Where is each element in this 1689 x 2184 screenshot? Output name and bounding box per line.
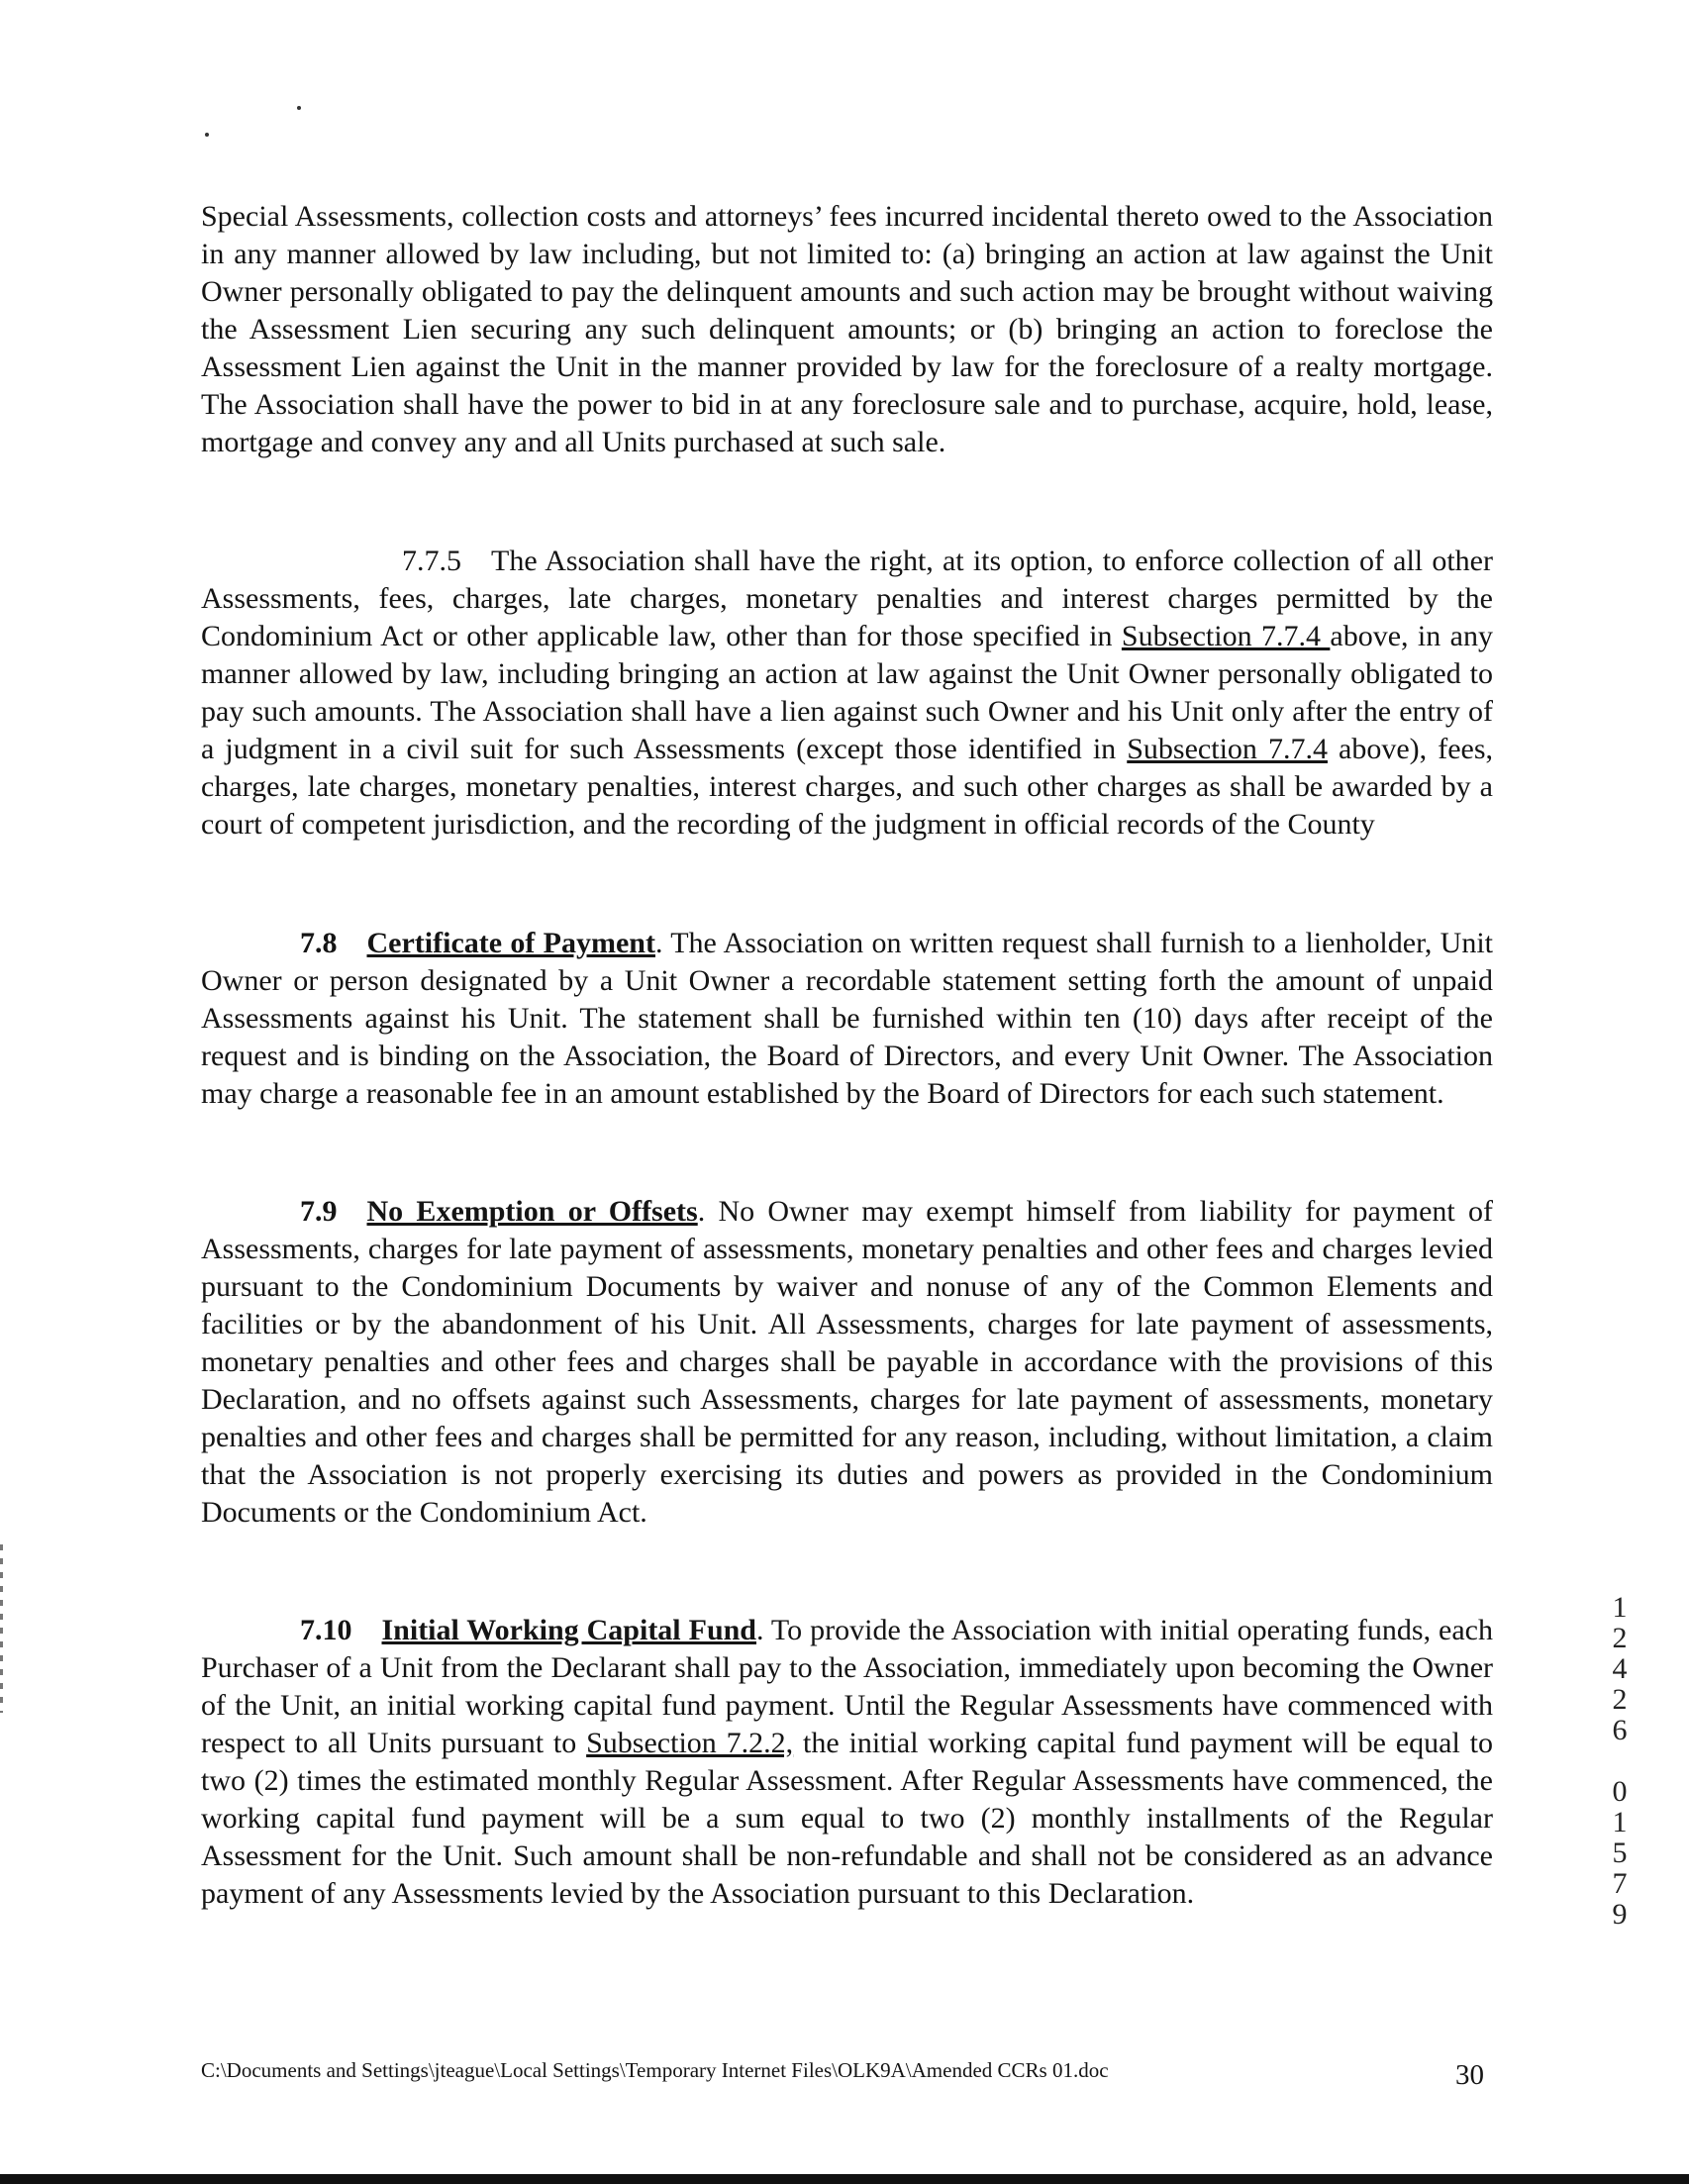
- stamp-digit: 1: [1612, 1806, 1628, 1838]
- section-text: the initial working capital fund payment will be equal to two (2) times the estimated monthly Regular Assessment. After Regular Assessments have commenced, the working capital fund payment will be a sum equal to two (2) monthly installments of the Regular Assessment for the Unit. Such amount shall be non-refundable and shall not be considered as an advance payment of any Assessments levied by the Association pursuant to this Declaration.: [201, 1727, 1493, 1910]
- subsection-text: above), fees, charges, late charges, monetary penalties, interest charges, and such other charges as shall be awarded by a court of competent jurisdiction, and the recording of the judgment in official records of the County: [201, 733, 1493, 841]
- footer-file-path: C:\Documents and Settings\jteague\Local Settings\Temporary Internet Files\OLK9A\Amended CCRs 01.doc: [201, 2058, 1109, 2082]
- section-7-9: [201, 1193, 1493, 1532]
- subsection-7-7-5: [201, 543, 1493, 844]
- page-number: 30: [1455, 2059, 1484, 2091]
- scan-speck: [297, 106, 301, 110]
- stamp-digit: 0: [1612, 1775, 1628, 1808]
- recording-stamp: [1605, 1592, 1635, 1930]
- section-title: Initial Working Capital Fund: [381, 1614, 756, 1646]
- section-text: . No Owner may exempt himself from liability for payment of Assessments, charges for late payment of assessments, monetary penalties and other fees and charges levied pursuant to the Condominium Documents by waiver and nonuse of any of the Common Elements and facilities or by the abandonment of his Unit. All Assessments, charges for late payment of assessments, monetary penalties and other fees and charges shall be payable in accordance with the provisions of this Declaration, and no offsets against such Assessments, charges for late payment of assessments, monetary penalties and other fees and charges shall be permitted for any reason, including, without limitation, a claim that the Association is not properly exercising its duties and powers as provided in the Condominium Documents or the Condominium Act.: [201, 1195, 1494, 1529]
- section-number: 7.10: [300, 1614, 352, 1646]
- scan-bottom-edge: [0, 2174, 1689, 2184]
- subsection-reference: Subsection 7.7.4: [1121, 620, 1331, 652]
- scan-edge-marks: [0, 1544, 3, 1713]
- intro-paragraph: Special Assessments, collection costs and attorneys’ fees incurred incidental thereto owed to the Association in any manner allowed by law including, but not limited to: (a) bringing an action at law against the Unit Owner personally obligated to pay the delinquent amounts and such action may be brought without waiving the Assessment Lien securing any such delinquent amounts; or (b) bringing an action to foreclose the Assessment Lien against the Unit in the manner provided by law for the foreclosure of a realty mortgage. The Association shall have the power to bid in at any foreclosure sale and to purchase, acquire, hold, lease, mortgage and convey any and all Units purchased at such sale.: [201, 200, 1493, 458]
- stamp-digit: 2: [1612, 1683, 1628, 1716]
- stamp-digit: 4: [1612, 1652, 1628, 1685]
- subsection-number: 7.7.5: [402, 545, 461, 577]
- stamp-digit: 6: [1612, 1714, 1628, 1746]
- section-number: 7.9: [300, 1195, 338, 1228]
- section-reference: Subsection 7.2.2,: [586, 1727, 794, 1759]
- stamp-digit: 5: [1612, 1837, 1628, 1869]
- stamp-digit: 9: [1612, 1898, 1628, 1931]
- stamp-digit: 2: [1612, 1622, 1628, 1654]
- section-7-8: [201, 925, 1493, 1113]
- section-title: No Exemption or Offsets: [366, 1195, 698, 1228]
- subsection-text: above, in any manner allowed by law, including bringing an action at law against the Unit Owner personally obligated to pay such amounts. The Association shall have a lien against such Owner and his Unit only after the entry of a judgment in a civil suit for such Assessments (except those identified in: [201, 620, 1493, 765]
- section-title: Certificate of Payment: [366, 927, 655, 959]
- section-7-10: [201, 1612, 1493, 1913]
- section-text: . To provide the Association with initial operating funds, each Purchaser of a Unit from the Declarant shall pay to the Association, immediately upon becoming the Owner of the Unit, an initial working capital fund payment. Until the Regular Assessments have commenced with respect to all Units pursuant to: [201, 1614, 1493, 1759]
- subsection-reference: Subsection 7.7.4: [1127, 733, 1328, 765]
- stamp-digit: 1: [1612, 1591, 1628, 1624]
- subsection-text: The Association shall have the right, at its option, to enforce collection of all other Assessments, fees, charges, late charges, monetary penalties and interest charges permitted by the Condominium Act or other applicable law, other than for those specified in: [201, 545, 1493, 652]
- scan-speck: [205, 133, 209, 137]
- section-text: . The Association on written request shall furnish to a lienholder, Unit Owner or person designated by a Unit Owner a recordable statement setting forth the amount of unpaid Assessments against his Unit. The statement shall be furnished within ten (10) days after receipt of the request and is binding on the Association, the Board of Directors, and every Unit Owner. The Association may charge a reasonable fee in an amount established by the Board of Directors for each such statement.: [201, 927, 1493, 1110]
- section-number: 7.8: [300, 927, 338, 959]
- stamp-digit: 7: [1612, 1867, 1628, 1900]
